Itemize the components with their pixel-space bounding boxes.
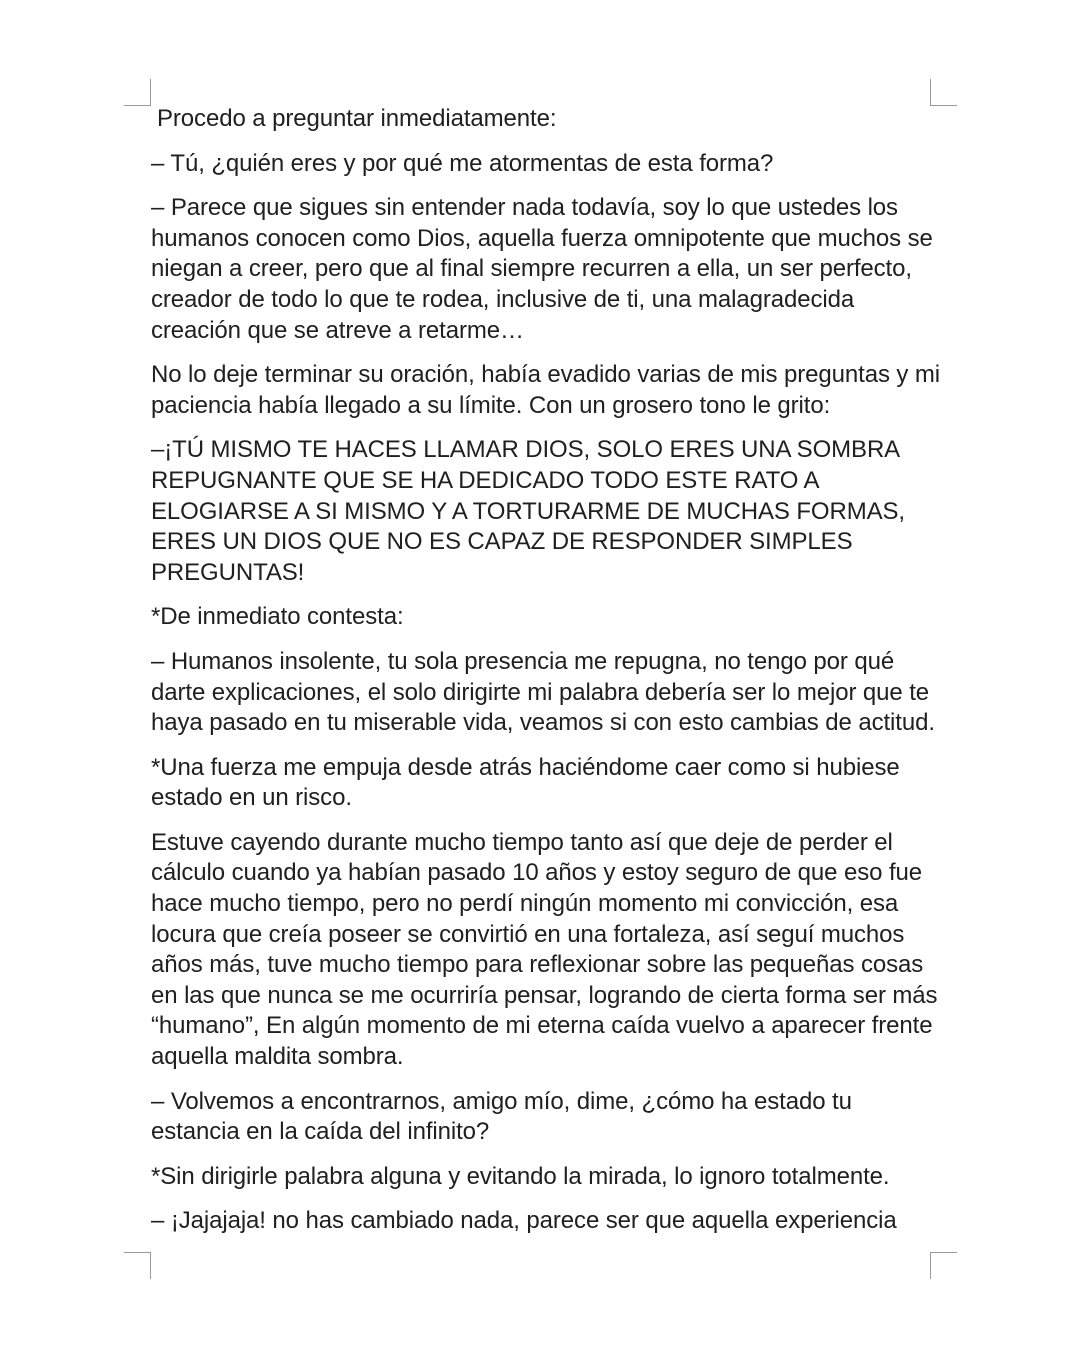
- paragraph-7: – Humanos insolente, tu sola presencia me repugna, no tengo por qué darte explicaciones, el solo dirigirte mi palabra debería ser lo mejor que te haya pasado en tu miserable vida, veamos si con esto cambias de actitud.: [151, 647, 935, 737]
- paragraph-6: *De inmediato contesta:: [151, 603, 404, 631]
- paragraph-2: – Tú, ¿quién eres y por qué me atormentas de esta forma?: [151, 149, 774, 177]
- paragraph-11: *Sin dirigirle palabra alguna y evitando la mirada, lo ignoro totalmente.: [151, 1162, 890, 1190]
- paragraph-5: –¡TÚ MISMO TE HACES LLAMAR DIOS, SOLO ERES UNA SOMBRA REPUGNANTE QUE SE HA DEDICADO TODO ESTE RATO A ELOGIARSE A SI MISMO Y A TORTURARME DE MUCHAS FORMAS, ERES UN DIOS QUE NO ES CAPAZ DE RESPONDER SIMPLES PREGUNTAS!: [151, 436, 905, 586]
- crop-mark-bottom-left: [124, 1252, 151, 1279]
- paragraph-4: No lo deje terminar su oración, había evadido varias de mis preguntas y mi paciencia había llegado a su límite. Con un grosero tono le grito:: [151, 361, 941, 419]
- paragraph-12: – ¡Jajajaja! no has cambiado nada, parece ser que aquella experiencia: [151, 1207, 897, 1235]
- crop-mark-top-left: [124, 79, 151, 106]
- crop-mark-bottom-right: [930, 1252, 957, 1279]
- paragraph-1: Procedo a preguntar inmediatamente:: [157, 105, 557, 132]
- document-body: [151, 104, 941, 1246]
- crop-mark-top-right: [930, 79, 957, 106]
- paragraph-9: Estuve cayendo durante mucho tiempo tanto así que deje de perder el cálculo cuando ya habían pasado 10 años y estoy seguro de que eso fue hace mucho tiempo, pero no perdí ningún momento mi convicción, esa locura que creía poseer se convirtió en una fortaleza, así seguí muchos años más, tuve mucho tiempo para reflexionar sobre las pequeñas cosas en las que nunca se me ocurriría pensar, logrando de cierta forma ser más “humano”, En algún momento de mi eterna caída vuelvo a aparecer frente aquella maldita sombra.: [151, 828, 938, 1071]
- paragraph-10: – Volvemos a encontrarnos, amigo mío, dime, ¿cómo ha estado tu estancia en la caída del infinito?: [151, 1087, 852, 1146]
- paragraph-3: – Parece que sigues sin entender nada todavía, soy lo que ustedes los humanos conocen como Dios, aquella fuerza omnipotente que muchos se niegan a creer, pero que al final siempre recurren a ella, un ser perfecto, creador de todo lo que te rodea, inclusive de ti, una malagradecida creación que se atreve a retarme…: [151, 194, 933, 344]
- paragraph-8: *Una fuerza me empuja desde atrás haciéndome caer como si hubiese estado en un risco.: [151, 753, 900, 812]
